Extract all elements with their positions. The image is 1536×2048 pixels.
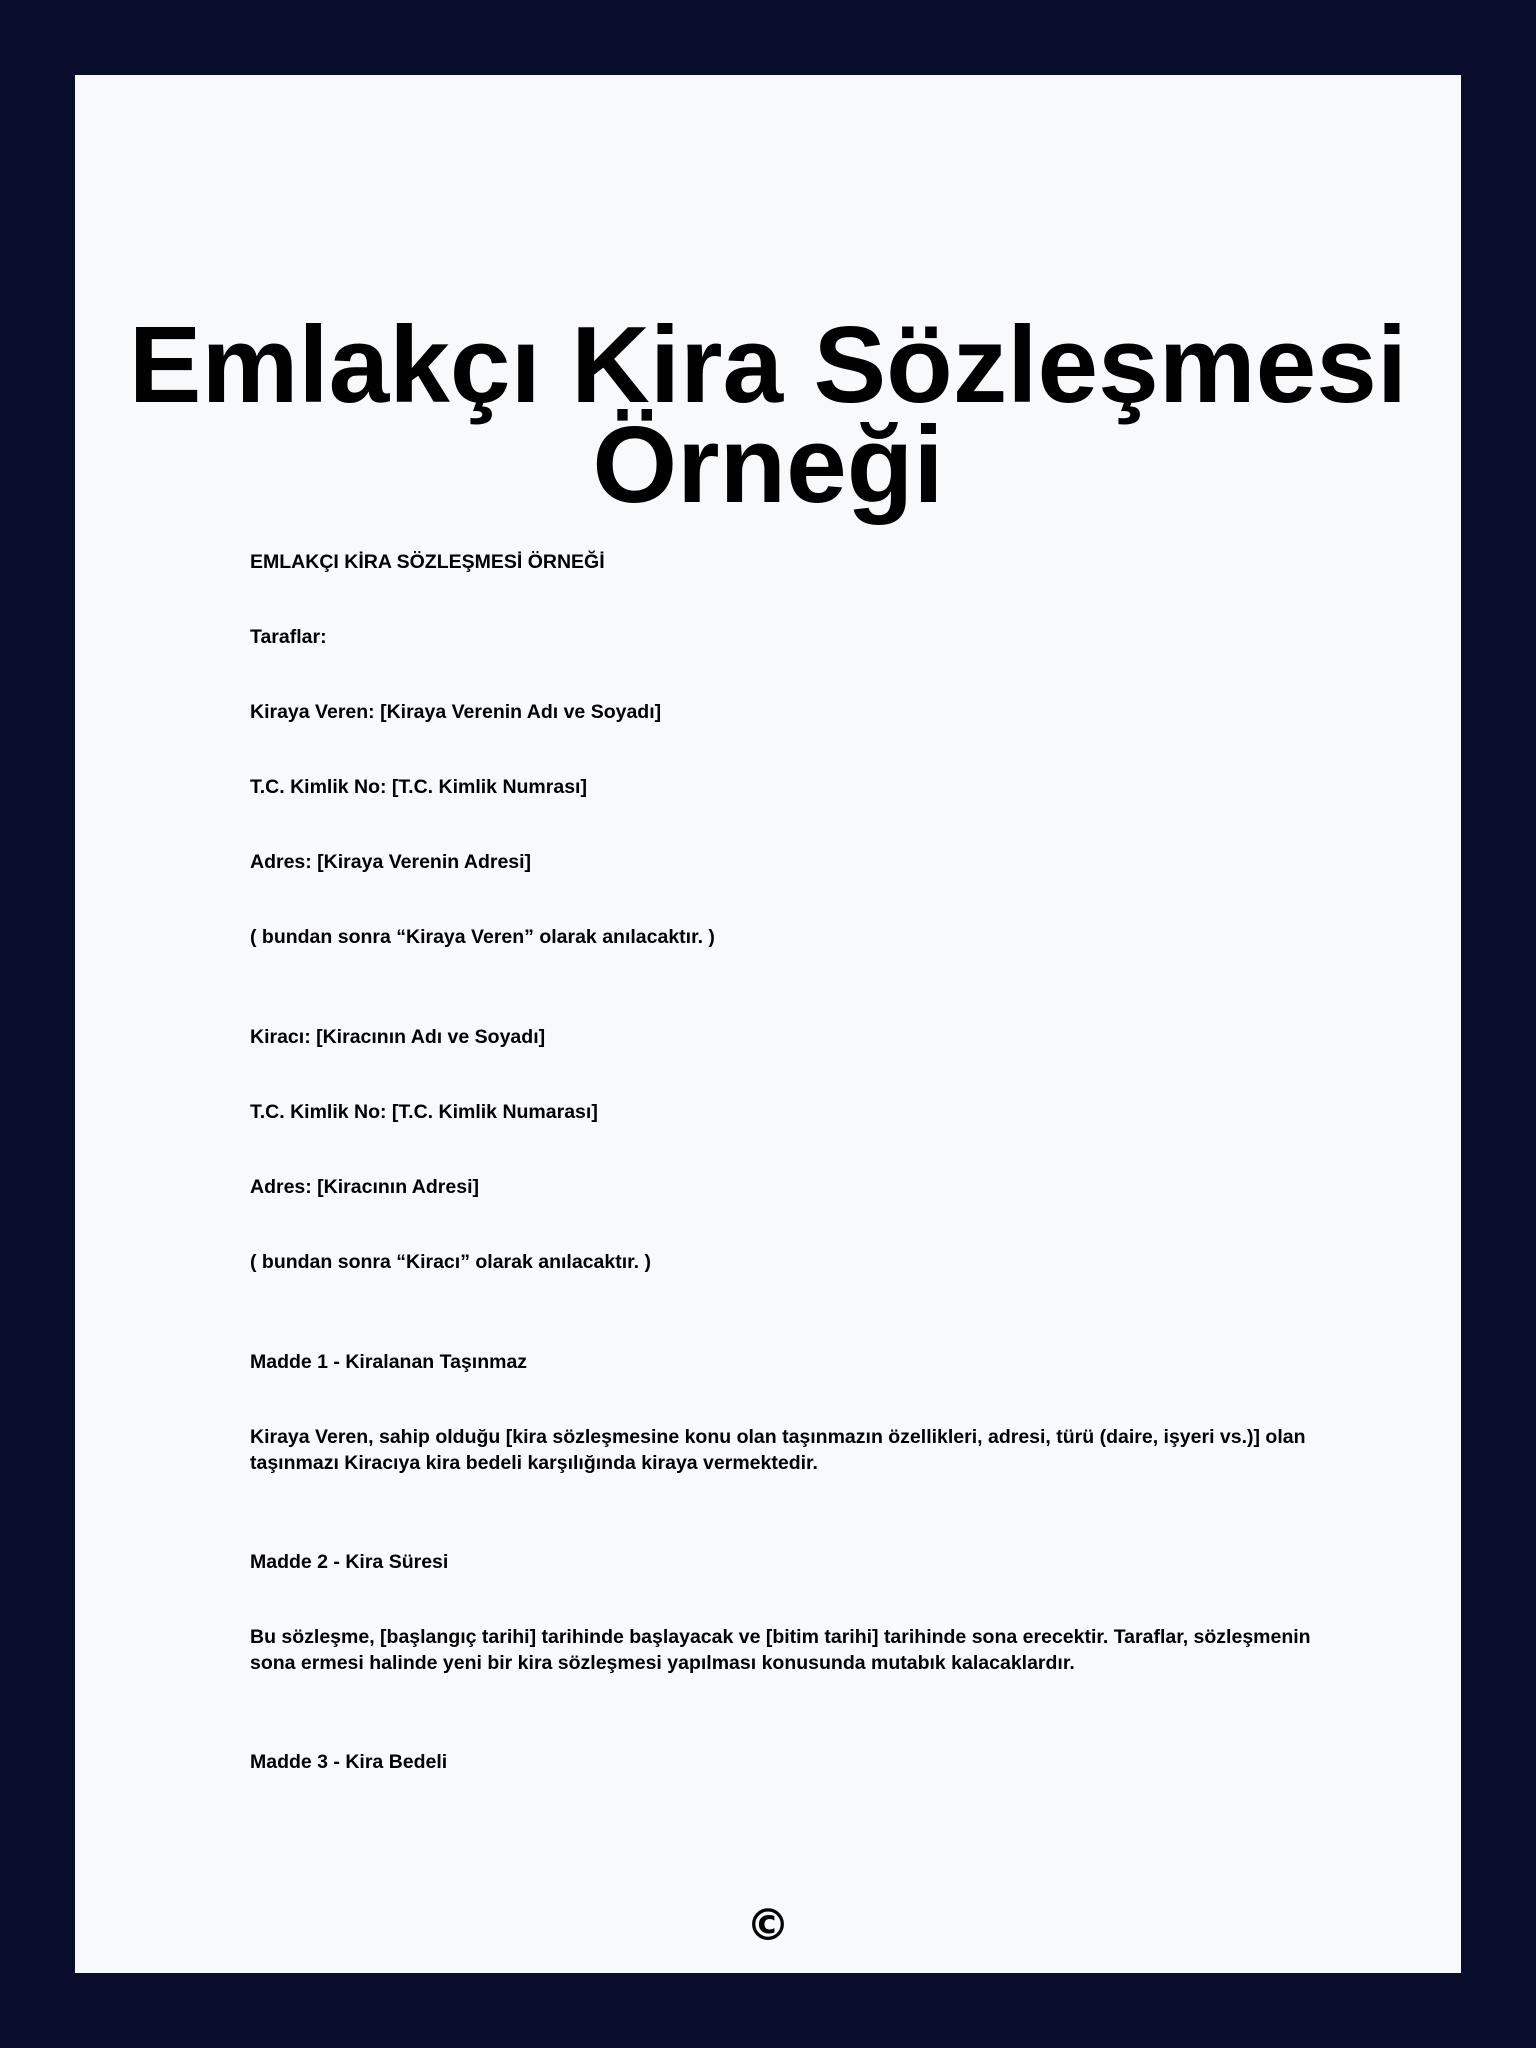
landlord-id-number: T.C. Kimlik No: [T.C. Kimlik Numrası] — [250, 776, 587, 798]
article-2-heading: Madde 2 - Kira Süresi — [250, 1551, 449, 1573]
landlord-note: ( bundan sonra “Kiraya Veren” olarak anılacaktır. ) — [250, 926, 715, 948]
article-2-body: Bu sözleşme, [başlangıç tarihi] tarihinde başlayacak ve [bitim tarihi] tarihinde sona erecektir. Taraflar, sözleşmenin sona ermesi halinde yeni bir kira sözleşmesi yapılması konusunda mutabık kalacaklardır. — [250, 1626, 1311, 1674]
tenant-id-number: T.C. Kimlik No: [T.C. Kimlik Numarası] — [250, 1101, 598, 1123]
document-page — [75, 75, 1461, 1973]
document-title-line-1: Emlakçı Kira Sözleşmesi — [128, 304, 1408, 426]
tenant-address: Adres: [Kiracının Adresi] — [250, 1176, 479, 1198]
tenant-note: ( bundan sonra “Kiracı” olarak anılacaktır. ) — [250, 1251, 651, 1273]
contract-heading: EMLAKÇI KİRA SÖZLEŞMESİ ÖRNEĞİ — [250, 551, 605, 573]
parties-label: Taraflar: — [250, 626, 327, 648]
copyright-mark: © — [746, 1900, 790, 1951]
article-1-body: Kiraya Veren, sahip olduğu [kira sözleşmesine konu olan taşınmazın özellikleri, adresi, türü (daire, işyeri vs.)] olan taşınmazı Kiracıya kira bedeli karşılığında kiraya vermektedir. — [250, 1426, 1306, 1474]
article-1-heading: Madde 1 - Kiralanan Taşınmaz — [250, 1351, 528, 1373]
tenant-name: Kiracı: [Kiracının Adı ve Soyadı] — [250, 1026, 546, 1048]
document-title-line-2: Örneği — [592, 404, 944, 526]
landlord-name: Kiraya Veren: [Kiraya Verenin Adı ve Soyadı] — [250, 701, 662, 723]
landlord-address: Adres: [Kiraya Verenin Adresi] — [250, 851, 532, 873]
article-3-heading: Madde 3 - Kira Bedeli — [250, 1751, 448, 1773]
document-title — [75, 304, 1461, 526]
